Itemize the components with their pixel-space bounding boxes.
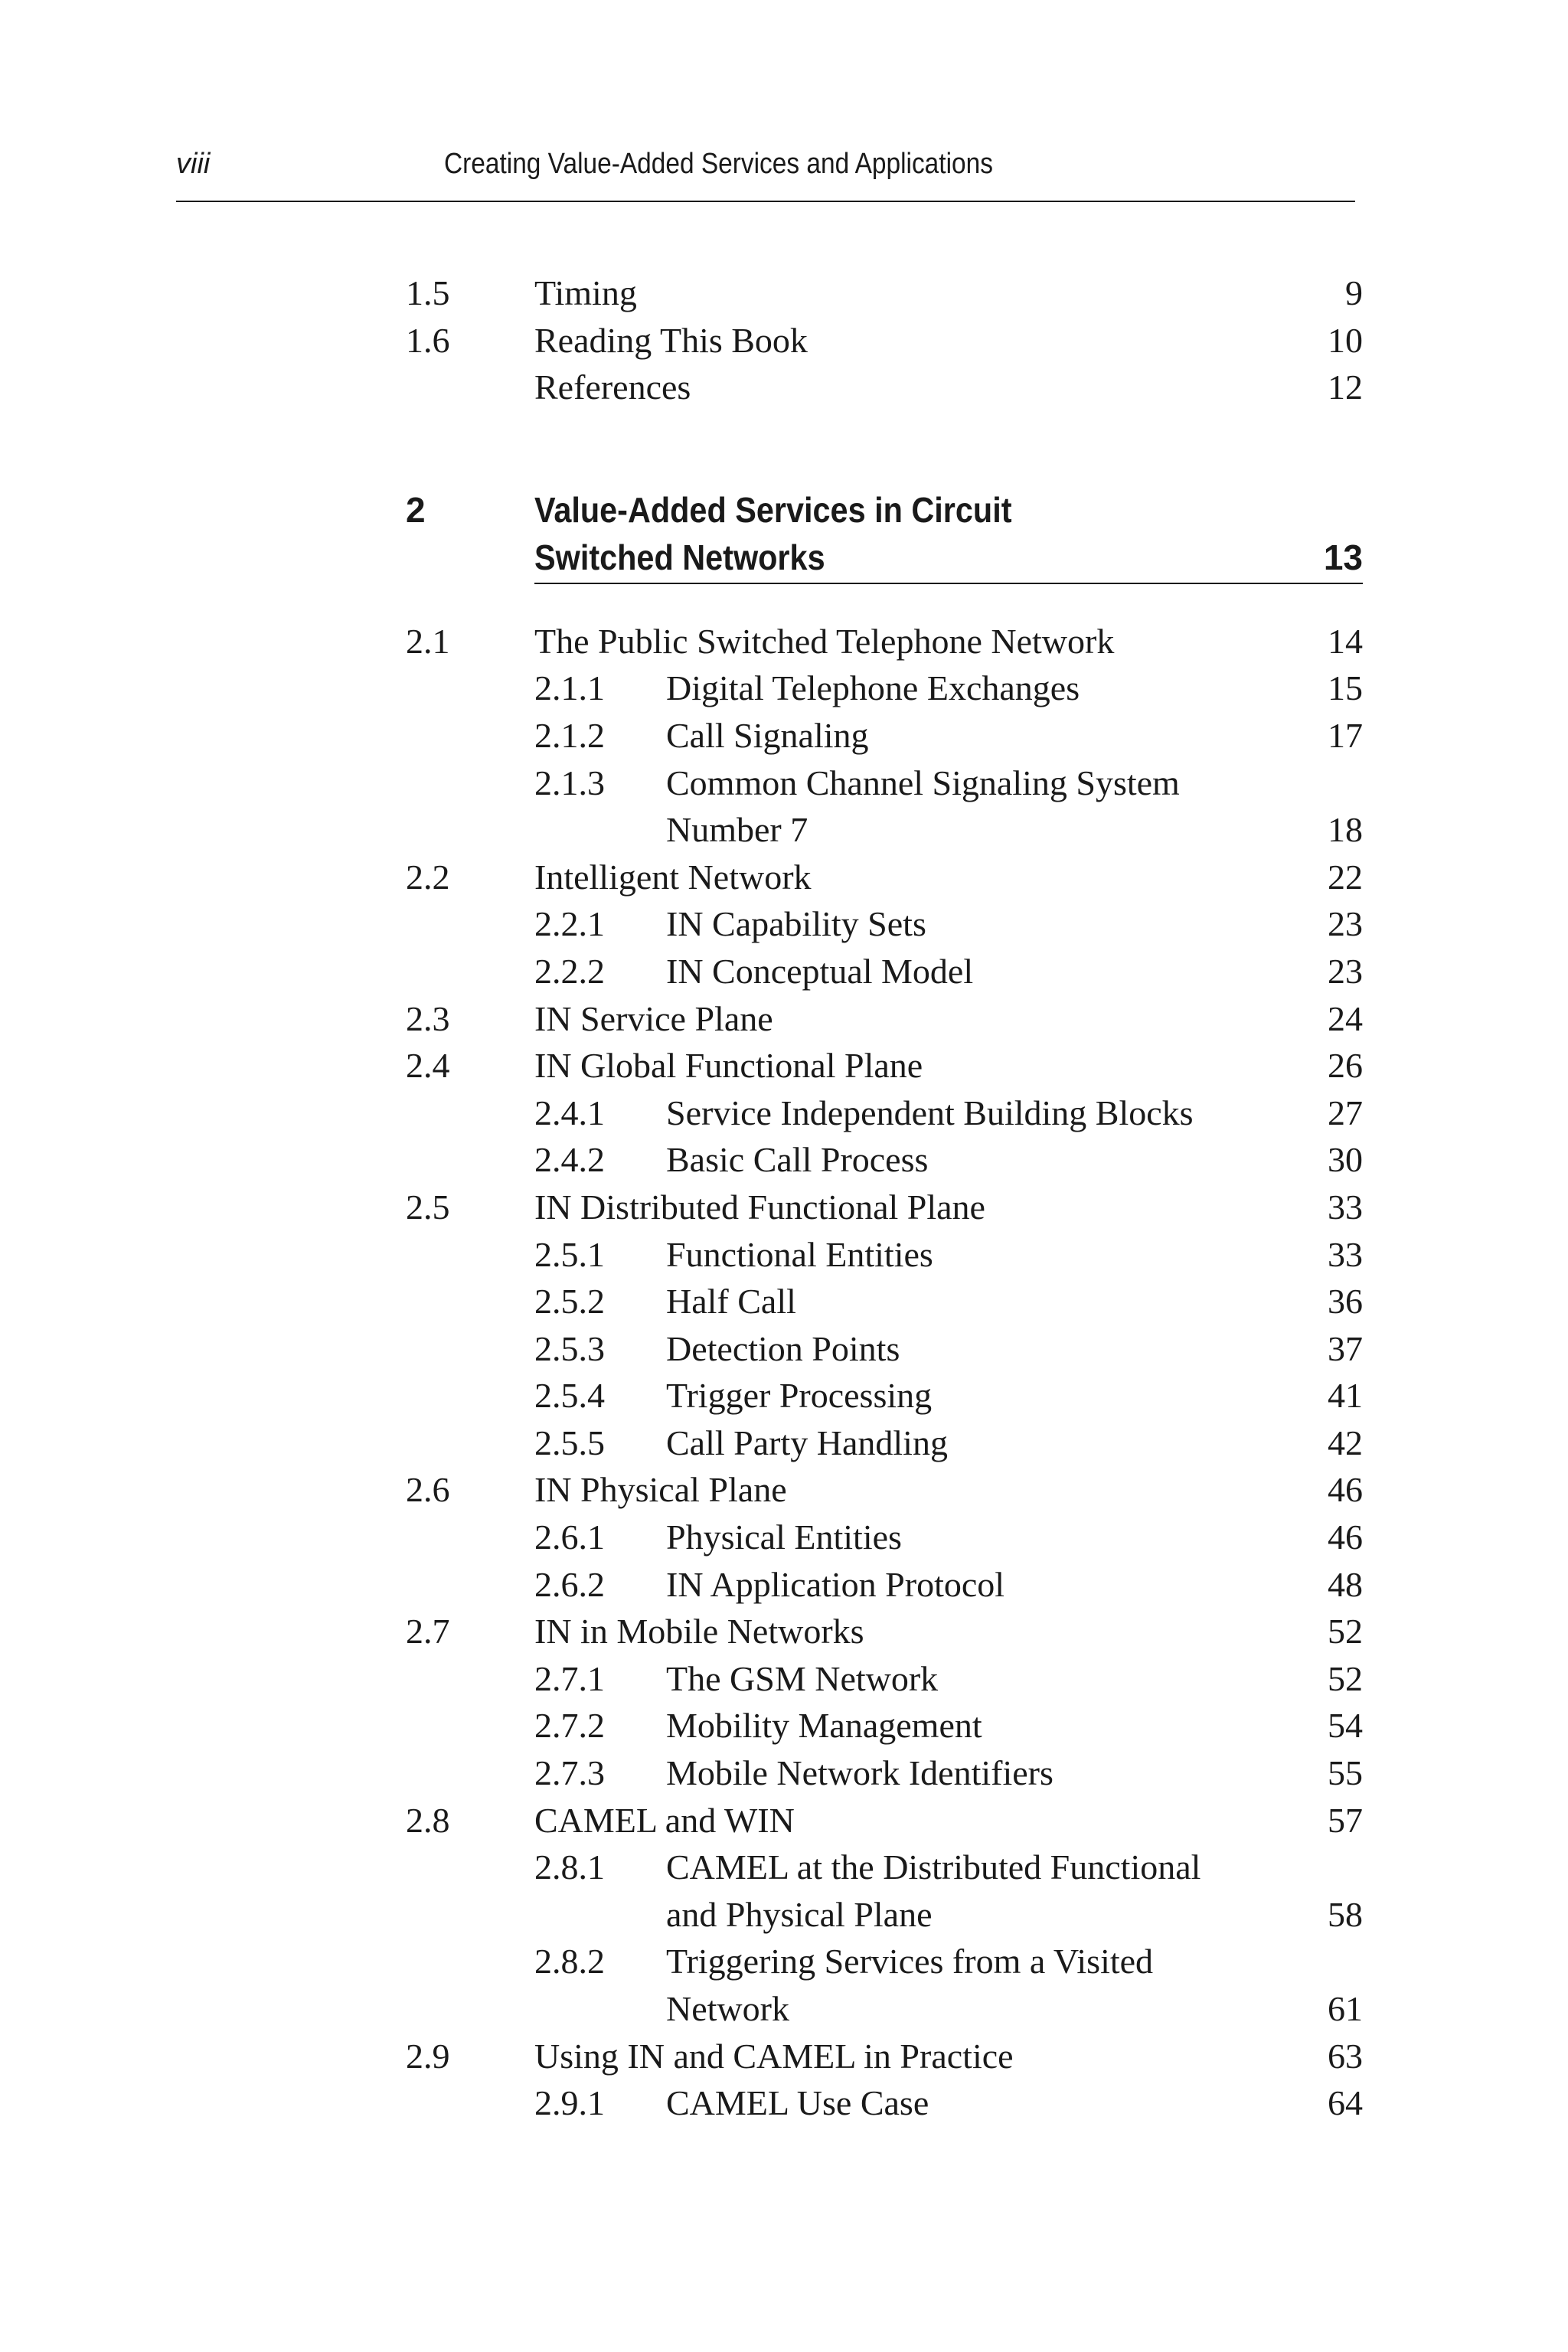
toc-entry[interactable] (406, 1797, 1363, 1844)
toc-entry-page: 48 (1328, 1564, 1363, 1604)
toc-entry[interactable] (406, 1136, 1363, 1184)
toc-entry[interactable] (406, 1891, 1363, 1939)
toc-entry[interactable] (406, 1608, 1363, 1655)
page-number: viii (176, 148, 211, 180)
toc-entry[interactable] (406, 1042, 1363, 1089)
toc-entry[interactable] (406, 1325, 1363, 1373)
running-header (176, 145, 1355, 199)
toc-entry-number: 2.9 (406, 2036, 450, 2076)
toc-entry-page: 64 (1328, 2083, 1363, 2123)
toc-entry[interactable] (406, 1985, 1363, 2033)
toc-entry-page: 46 (1328, 1517, 1363, 1557)
toc-entry-title: Mobile Network Identifiers (666, 1753, 1054, 1793)
toc-entry[interactable] (406, 2033, 1363, 2080)
toc-entry[interactable] (406, 854, 1363, 901)
toc-entry-page: 30 (1328, 1140, 1363, 1180)
toc-entry-page: 54 (1328, 1706, 1363, 1746)
toc-entry-page: 14 (1328, 621, 1363, 661)
chapter-heading (406, 486, 1363, 581)
toc-entry-page: 10 (1328, 320, 1363, 360)
toc-entry-page: 17 (1328, 715, 1363, 755)
toc-entry-page: 61 (1328, 1989, 1363, 2028)
toc-entry-page: 36 (1328, 1282, 1363, 1321)
toc-entry-number: 2.4.2 (534, 1140, 605, 1180)
toc-entry[interactable] (406, 317, 1363, 364)
toc-entry-page: 58 (1328, 1894, 1363, 1934)
toc-entry-number: 2.8 (406, 1800, 450, 1840)
toc-entry-title: IN Physical Plane (534, 1470, 787, 1510)
toc-entry-number: 1.5 (406, 273, 450, 312)
toc-entry-number: 2.3 (406, 998, 450, 1038)
toc-entry[interactable] (406, 665, 1363, 712)
toc-entry-title: CAMEL Use Case (666, 2083, 929, 2123)
toc-entry-title: CAMEL at the Distributed Functional (666, 1847, 1201, 1887)
chapter-title: Value-Added Services in Circuit Switched Networks (534, 489, 1012, 577)
toc-entry-title: IN in Mobile Networks (534, 1612, 864, 1651)
toc-entry[interactable] (406, 995, 1363, 1043)
toc-entry-title: The GSM Network (666, 1658, 939, 1698)
toc-entry-number: 2.8.1 (534, 1847, 605, 1887)
toc-entry-page: 12 (1328, 368, 1363, 407)
toc-entry-number: 2.1 (406, 621, 450, 661)
toc-entry-title: Physical Entities (666, 1517, 902, 1557)
toc-entry[interactable] (406, 1089, 1363, 1137)
toc-entry-page: 9 (1345, 273, 1363, 312)
toc-entry-title: Triggering Services from a Visited (666, 1942, 1154, 1981)
toc-entry-number: 2.9.1 (534, 2083, 605, 2123)
toc-entry-number: 2.6.2 (534, 1564, 605, 1604)
toc-entry-page: 23 (1328, 904, 1363, 944)
toc-entry-number: 2.6 (406, 1470, 450, 1510)
toc-entry-title: Mobility Management (666, 1706, 982, 1746)
toc-entry-page: 18 (1328, 810, 1363, 850)
toc-entry-page: 52 (1328, 1612, 1363, 1651)
toc-entry[interactable] (406, 2079, 1363, 2127)
toc-entry-page: 23 (1328, 951, 1363, 991)
toc-entry-title: Timing (534, 273, 637, 312)
toc-entry-title: CAMEL and WIN (534, 1800, 795, 1840)
toc-entry-number: 2.1.2 (534, 715, 605, 755)
toc-entry-title: Reading This Book (534, 320, 808, 360)
toc-entry-title: and Physical Plane (666, 1894, 933, 1934)
toc-entry-title: Trigger Processing (666, 1376, 933, 1416)
toc-entry-title: IN Distributed Functional Plane (534, 1187, 985, 1227)
toc-entry-page: 33 (1328, 1187, 1363, 1227)
toc-entry-number: 2.7.3 (534, 1753, 605, 1793)
toc-entry-page: 55 (1328, 1753, 1363, 1793)
chapter-number: 2 (406, 489, 426, 530)
toc-entry-title: Detection Points (666, 1328, 900, 1368)
toc-entry-number: 2.5.3 (534, 1328, 605, 1368)
toc-entry-title: Basic Call Process (666, 1140, 929, 1180)
toc-entry-title: Intelligent Network (534, 857, 812, 897)
toc-entry-page: 37 (1328, 1328, 1363, 1368)
header-rule (176, 201, 1355, 202)
toc-entry-title: Call Signaling (666, 715, 869, 755)
toc-entry-page: 27 (1328, 1093, 1363, 1132)
toc-entry[interactable] (406, 1514, 1363, 1561)
toc-entry[interactable] (406, 900, 1363, 948)
toc-entry-title: IN Service Plane (534, 998, 773, 1038)
toc-entry[interactable] (406, 1655, 1363, 1703)
toc-entry-title: IN Capability Sets (666, 904, 926, 944)
toc-entry[interactable] (406, 760, 1363, 807)
toc-entry-title: IN Conceptual Model (666, 951, 974, 991)
toc-entry-page: 52 (1328, 1658, 1363, 1698)
toc-entry-number: 2.2.2 (534, 951, 605, 991)
toc-entry[interactable] (406, 1372, 1363, 1419)
toc-entry-page: 41 (1328, 1376, 1363, 1416)
toc-entry-number: 2.7 (406, 1612, 450, 1651)
toc-entry[interactable] (406, 806, 1363, 854)
toc-entry-number: 2.7.1 (534, 1658, 605, 1698)
toc-entry[interactable] (406, 712, 1363, 760)
toc-entry-number: 1.6 (406, 320, 450, 360)
toc-entry[interactable] (406, 364, 1363, 411)
toc-entry-page: 33 (1328, 1234, 1363, 1274)
toc-entry-page: 26 (1328, 1046, 1363, 1086)
toc-entry-title: IN Global Functional Plane (534, 1046, 923, 1086)
toc-entry-number: 2.1.3 (534, 763, 605, 802)
toc-entry-number: 2.7.2 (534, 1706, 605, 1746)
toc-entry-number: 2.8.2 (534, 1942, 605, 1981)
toc-entry-number: 2.4.1 (534, 1093, 605, 1132)
toc-entry-number: 2.2 (406, 857, 450, 897)
toc-entry-title: Number 7 (666, 810, 808, 850)
toc-entry-page: 15 (1328, 668, 1363, 708)
toc-entry[interactable] (406, 1561, 1363, 1609)
chapter-rule (534, 583, 1363, 584)
toc-entry[interactable] (406, 1702, 1363, 1749)
running-title: Creating Value-Added Services and Applications (444, 148, 993, 180)
toc-entry-number: 2.5.5 (534, 1423, 605, 1462)
toc-entry-page: 42 (1328, 1423, 1363, 1462)
toc-entry-page: 22 (1328, 857, 1363, 897)
toc-entries (406, 618, 1363, 2127)
toc-entry-title: IN Application Protocol (666, 1564, 1005, 1604)
toc-entry[interactable] (406, 1938, 1363, 1985)
toc-entry-number: 2.1.1 (534, 668, 605, 708)
toc-entry-title: References (534, 368, 691, 407)
toc-entry-page: 46 (1328, 1470, 1363, 1510)
chapter-page: 13 (1323, 537, 1363, 577)
toc-entry-title: Call Party Handling (666, 1423, 948, 1462)
toc-entry[interactable] (406, 270, 1363, 317)
toc-entry-number: 2.2.1 (534, 904, 605, 944)
toc-entry-page: 57 (1328, 1800, 1363, 1840)
toc-entry-title: Digital Telephone Exchanges (666, 668, 1080, 708)
toc-entry-title: Functional Entities (666, 1234, 933, 1274)
table-of-contents (406, 270, 1363, 2127)
toc-entry-number: 2.4 (406, 1046, 450, 1086)
toc-entry[interactable] (406, 1278, 1363, 1325)
toc-entry-page: 24 (1328, 998, 1363, 1038)
toc-entry-title: Using IN and CAMEL in Practice (534, 2036, 1014, 2076)
toc-entry-title: Service Independent Building Blocks (666, 1093, 1194, 1132)
toc-entry-title: Network (666, 1989, 789, 2028)
toc-entry-page: 63 (1328, 2036, 1363, 2076)
toc-entry[interactable] (406, 1466, 1363, 1514)
toc-entry[interactable] (406, 1184, 1363, 1231)
toc-entry-number: 2.5.2 (534, 1282, 605, 1321)
toc-entry[interactable] (406, 1749, 1363, 1797)
toc-entry-number: 2.6.1 (534, 1517, 605, 1557)
toc-entry-number: 2.5.4 (534, 1376, 605, 1416)
toc-entry[interactable] (406, 618, 1363, 665)
toc-entry[interactable] (406, 948, 1363, 995)
toc-entry-number: 2.5.1 (534, 1234, 605, 1274)
toc-entry-title: The Public Switched Telephone Network (534, 621, 1115, 661)
pre-entries (406, 270, 1363, 411)
toc-entry-number: 2.5 (406, 1187, 450, 1227)
toc-entry[interactable] (406, 1844, 1363, 1891)
toc-entry-title: Half Call (666, 1282, 796, 1321)
toc-entry-title: Common Channel Signaling System (666, 763, 1180, 802)
toc-entry[interactable] (406, 1231, 1363, 1279)
toc-entry[interactable] (406, 1419, 1363, 1467)
